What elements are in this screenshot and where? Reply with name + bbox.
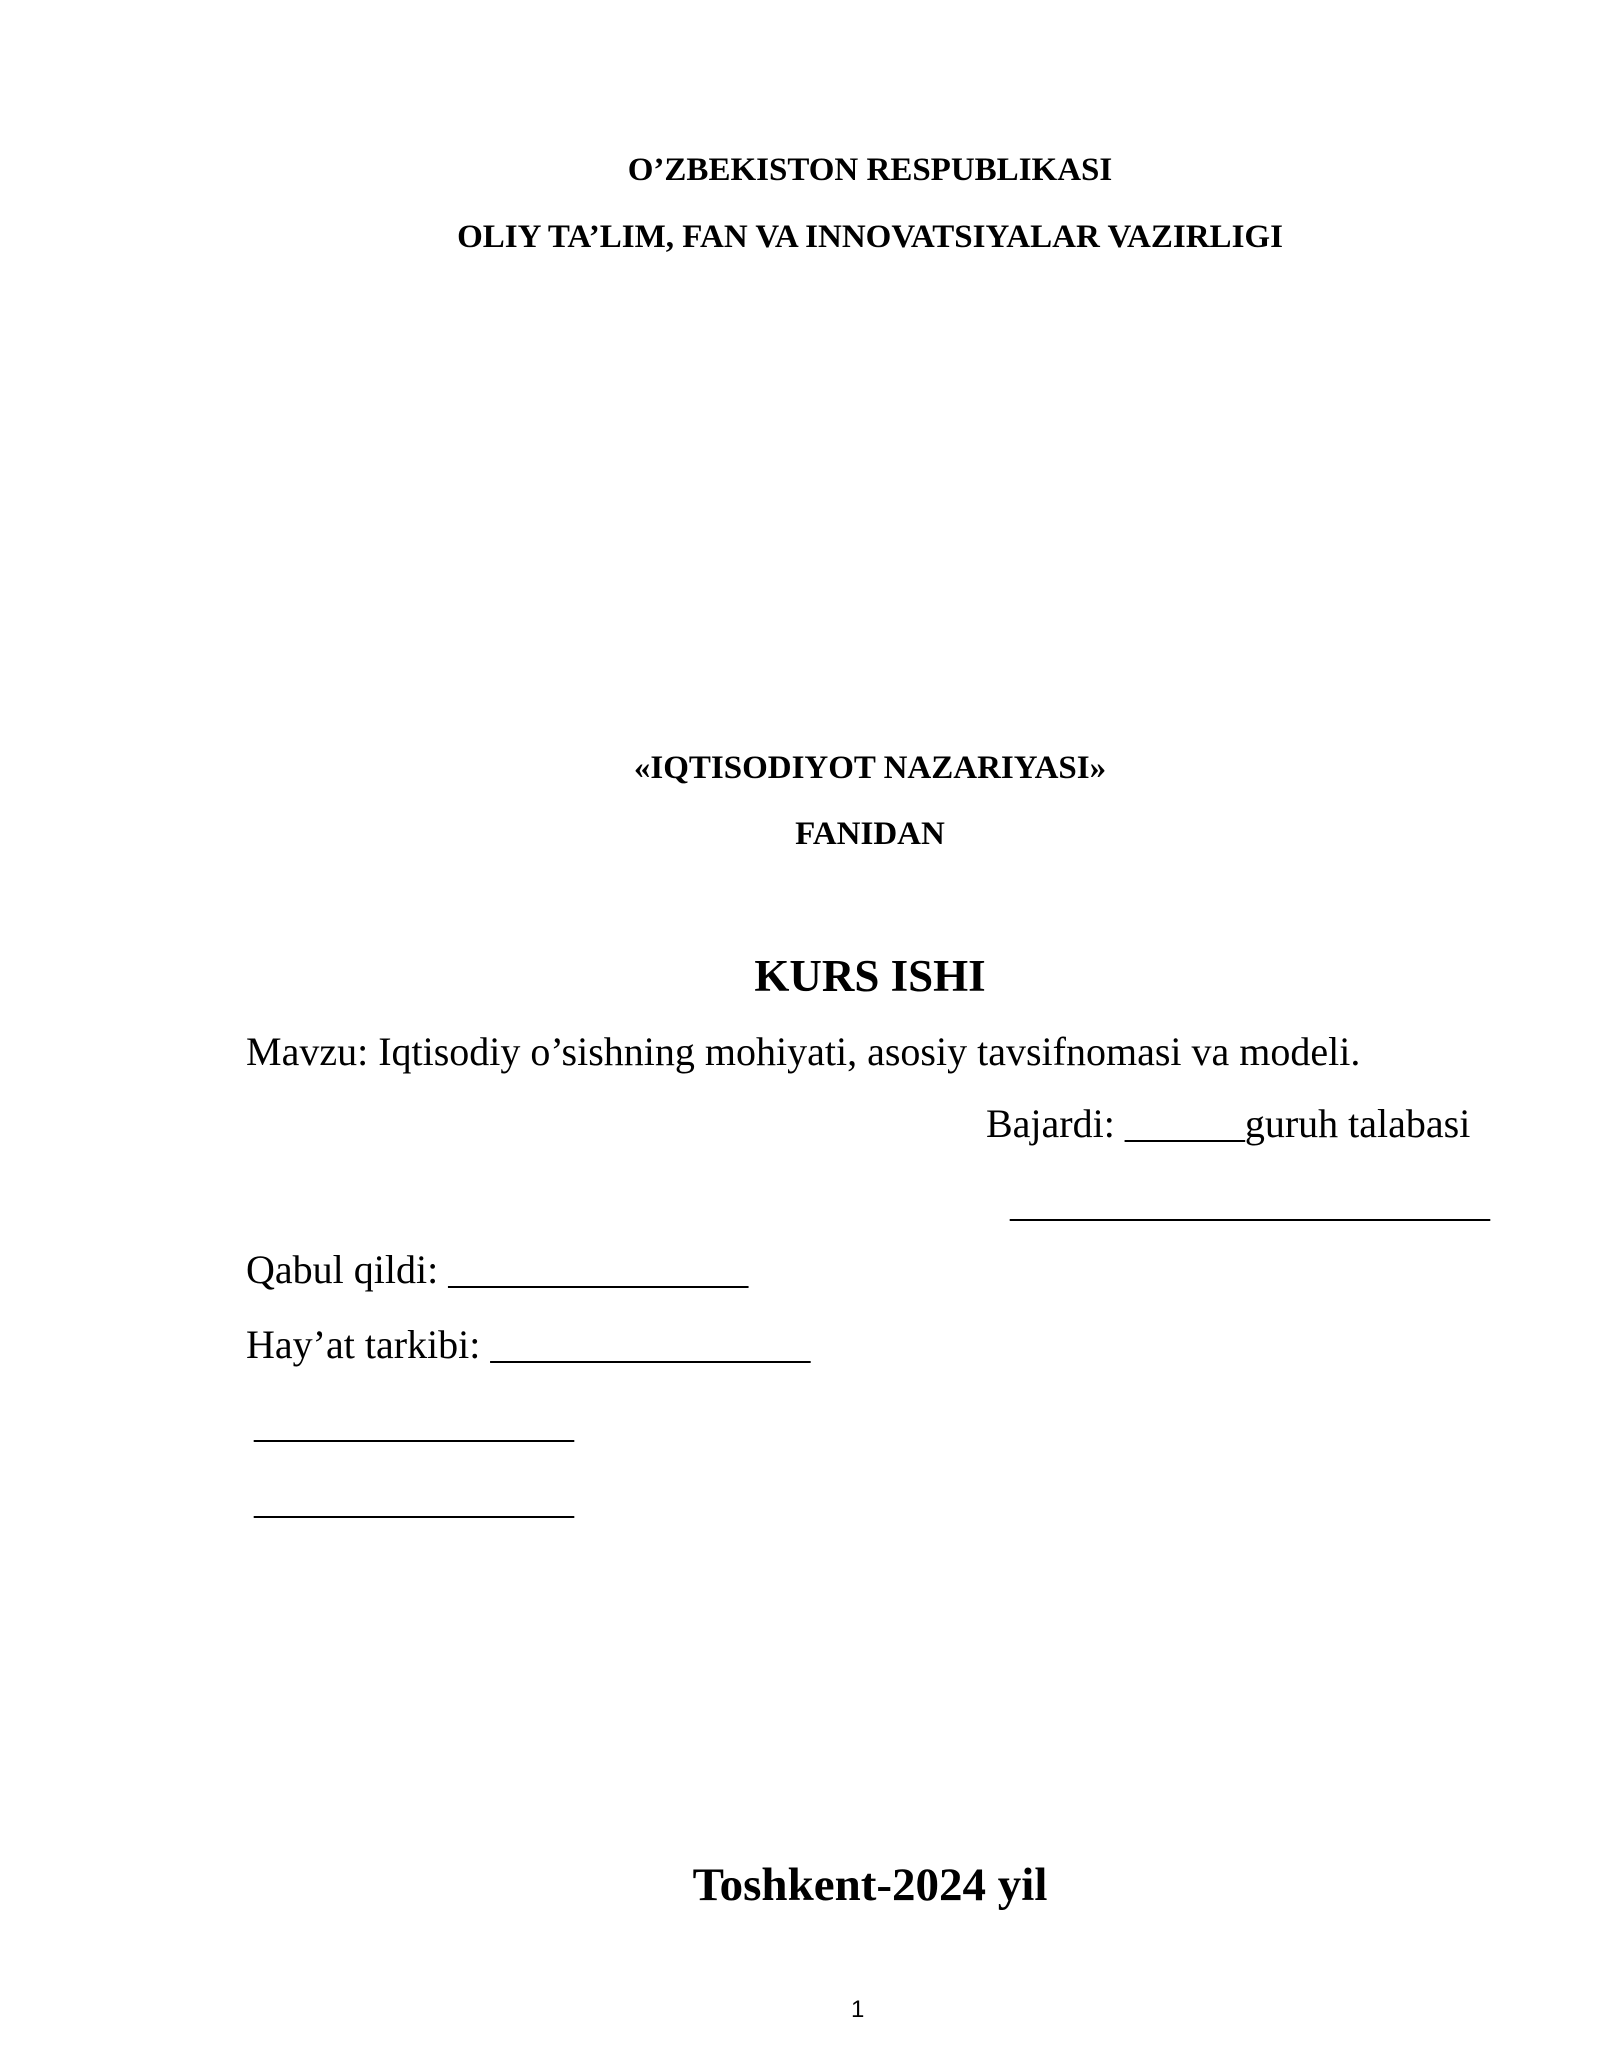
subject-name: «IQTISODIYOT NAZARIYASI»: [633, 750, 1107, 786]
document-title: KURS ISHI: [754, 951, 986, 1001]
student-name-blank: ________________________: [1010, 1180, 1490, 1225]
performed-by-line: Bajardi: ______guruh talabasi: [986, 1101, 1471, 1146]
topic-line: Mavzu: Iqtisodiy o’sishning mohiyati, asosiy tavsifnomasi va modeli.: [246, 1029, 1361, 1074]
subject-suffix: FANIDAN: [795, 816, 945, 852]
city-year: Toshkent-2024 yil: [692, 1859, 1048, 1911]
ministry-header: OLIY TA’LIM, FAN VA INNOVATSIYALAR VAZIRLIGI: [457, 219, 1283, 255]
republic-header: O’ZBEKISTON RESPUBLIKASI: [627, 152, 1113, 188]
commission-blank-2: ________________: [254, 1477, 574, 1522]
commission-blank-1: ________________: [254, 1401, 574, 1446]
page-number: 1: [851, 1996, 865, 2023]
accepted-by-line: Qabul qildi: _______________: [246, 1247, 749, 1292]
commission-line: Hay’at tarkibi: ________________: [246, 1322, 811, 1367]
